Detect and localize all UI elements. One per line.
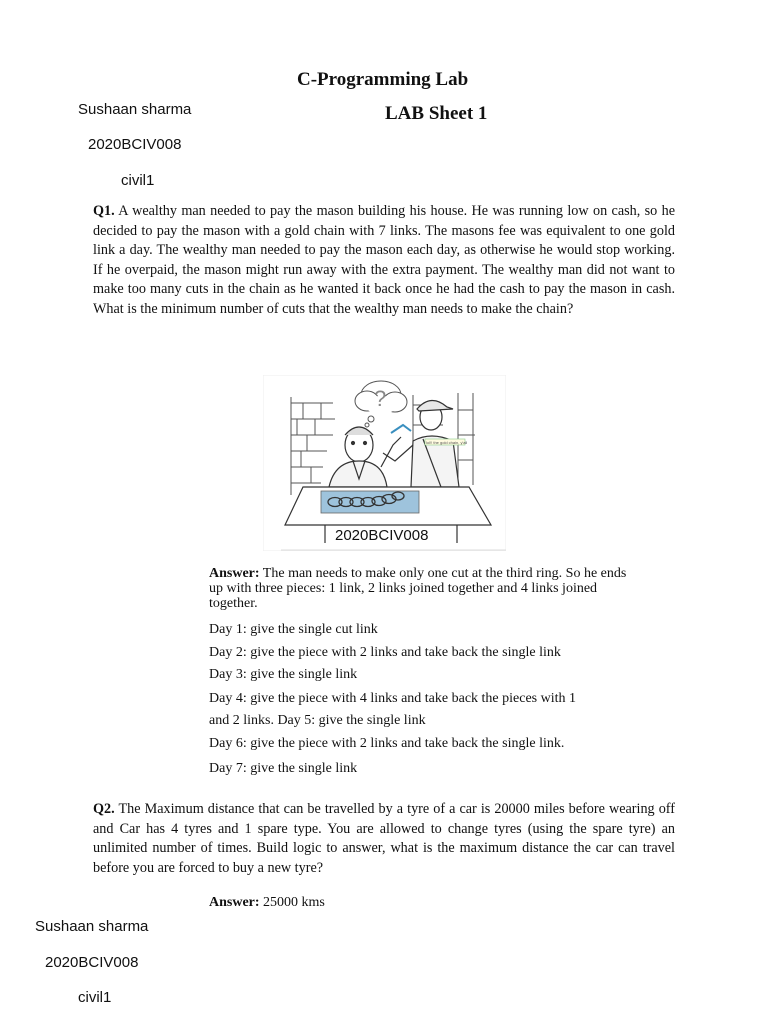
mason-chain-illustration xyxy=(263,375,506,551)
answer-1-day-4: Day 4: give the piece with 4 links and take back the pieces with 1 xyxy=(209,691,577,706)
question-1-text: A wealthy man needed to pay the mason building his house. He was running low on cash, so he decided to pay the mason with a gold chain with 7 links. The masons fee was equivalent to one gold link a day. The wealthy man needed to pay the mason each day, as otherwise he would stop working. If he overpaid, the mason might run away with the extra payment. The wealthy man did not want to make too many cuts in the chain as he wanted it back once he had the cash to pay the mason in cash. What is the minimum number of cuts that the wealthy man needs to make the chain? xyxy=(93,203,675,317)
answer-1-day-1: Day 1: give the single cut link xyxy=(209,622,378,637)
answer-2-label: Answer: xyxy=(209,895,260,910)
question-2 xyxy=(93,800,675,878)
figure-caption: 2020BCIV008 xyxy=(335,527,429,544)
question-2-label: Q2. xyxy=(93,801,115,817)
student-name-bottom: Sushaan sharma xyxy=(35,918,149,935)
answer-2-text: 25000 kms xyxy=(263,895,325,910)
answer-1-text: The man needs to make only one cut at the third ring. So he ends up with three pieces: 1 link, 2 links joined together and 4 links joined together. xyxy=(209,566,627,611)
answer-1-day-3: Day 3: give the single link xyxy=(209,667,358,682)
answer-1-day-6: Day 6: give the piece with 2 links and take back the single link. xyxy=(209,736,565,751)
sign-text: lol!! the gold chain, y'all xyxy=(426,440,468,445)
answer-2 xyxy=(209,895,325,910)
answer-1-label: Answer: xyxy=(209,566,260,581)
answer-1-day-2: Day 2: give the piece with 2 links and take back the single link xyxy=(209,645,561,660)
question-2-text: The Maximum distance that can be travelled by a tyre of a car is 20000 miles before wearing off and Car has 4 tyres and 1 spare type. You are allowed to change tyres (using the spare tyre) an unlimited number of times. Build logic to answer, what is the maximum distance the car can travel before you are forced to buy a new tyre? xyxy=(93,801,675,876)
student-roll-top: 2020BCIV008 xyxy=(88,136,182,153)
page-title: C-Programming Lab xyxy=(297,69,469,90)
student-branch-top: civil1 xyxy=(121,172,155,189)
answer-1-day-5: and 2 links. Day 5: give the single link xyxy=(209,713,426,728)
figure-illustration xyxy=(263,375,506,551)
question-mark: ? xyxy=(374,386,387,411)
question-1-label: Q1. xyxy=(93,203,115,219)
student-branch-bottom: civil1 xyxy=(78,989,112,1006)
table xyxy=(285,487,491,525)
student-name-top: Sushaan sharma xyxy=(78,101,192,118)
answer-1 xyxy=(209,566,639,611)
page-subtitle: LAB Sheet 1 xyxy=(385,103,488,124)
answer-1-day-7: Day 7: give the single link xyxy=(209,761,358,776)
question-1 xyxy=(93,202,675,320)
student-roll-bottom: 2020BCIV008 xyxy=(45,954,139,971)
